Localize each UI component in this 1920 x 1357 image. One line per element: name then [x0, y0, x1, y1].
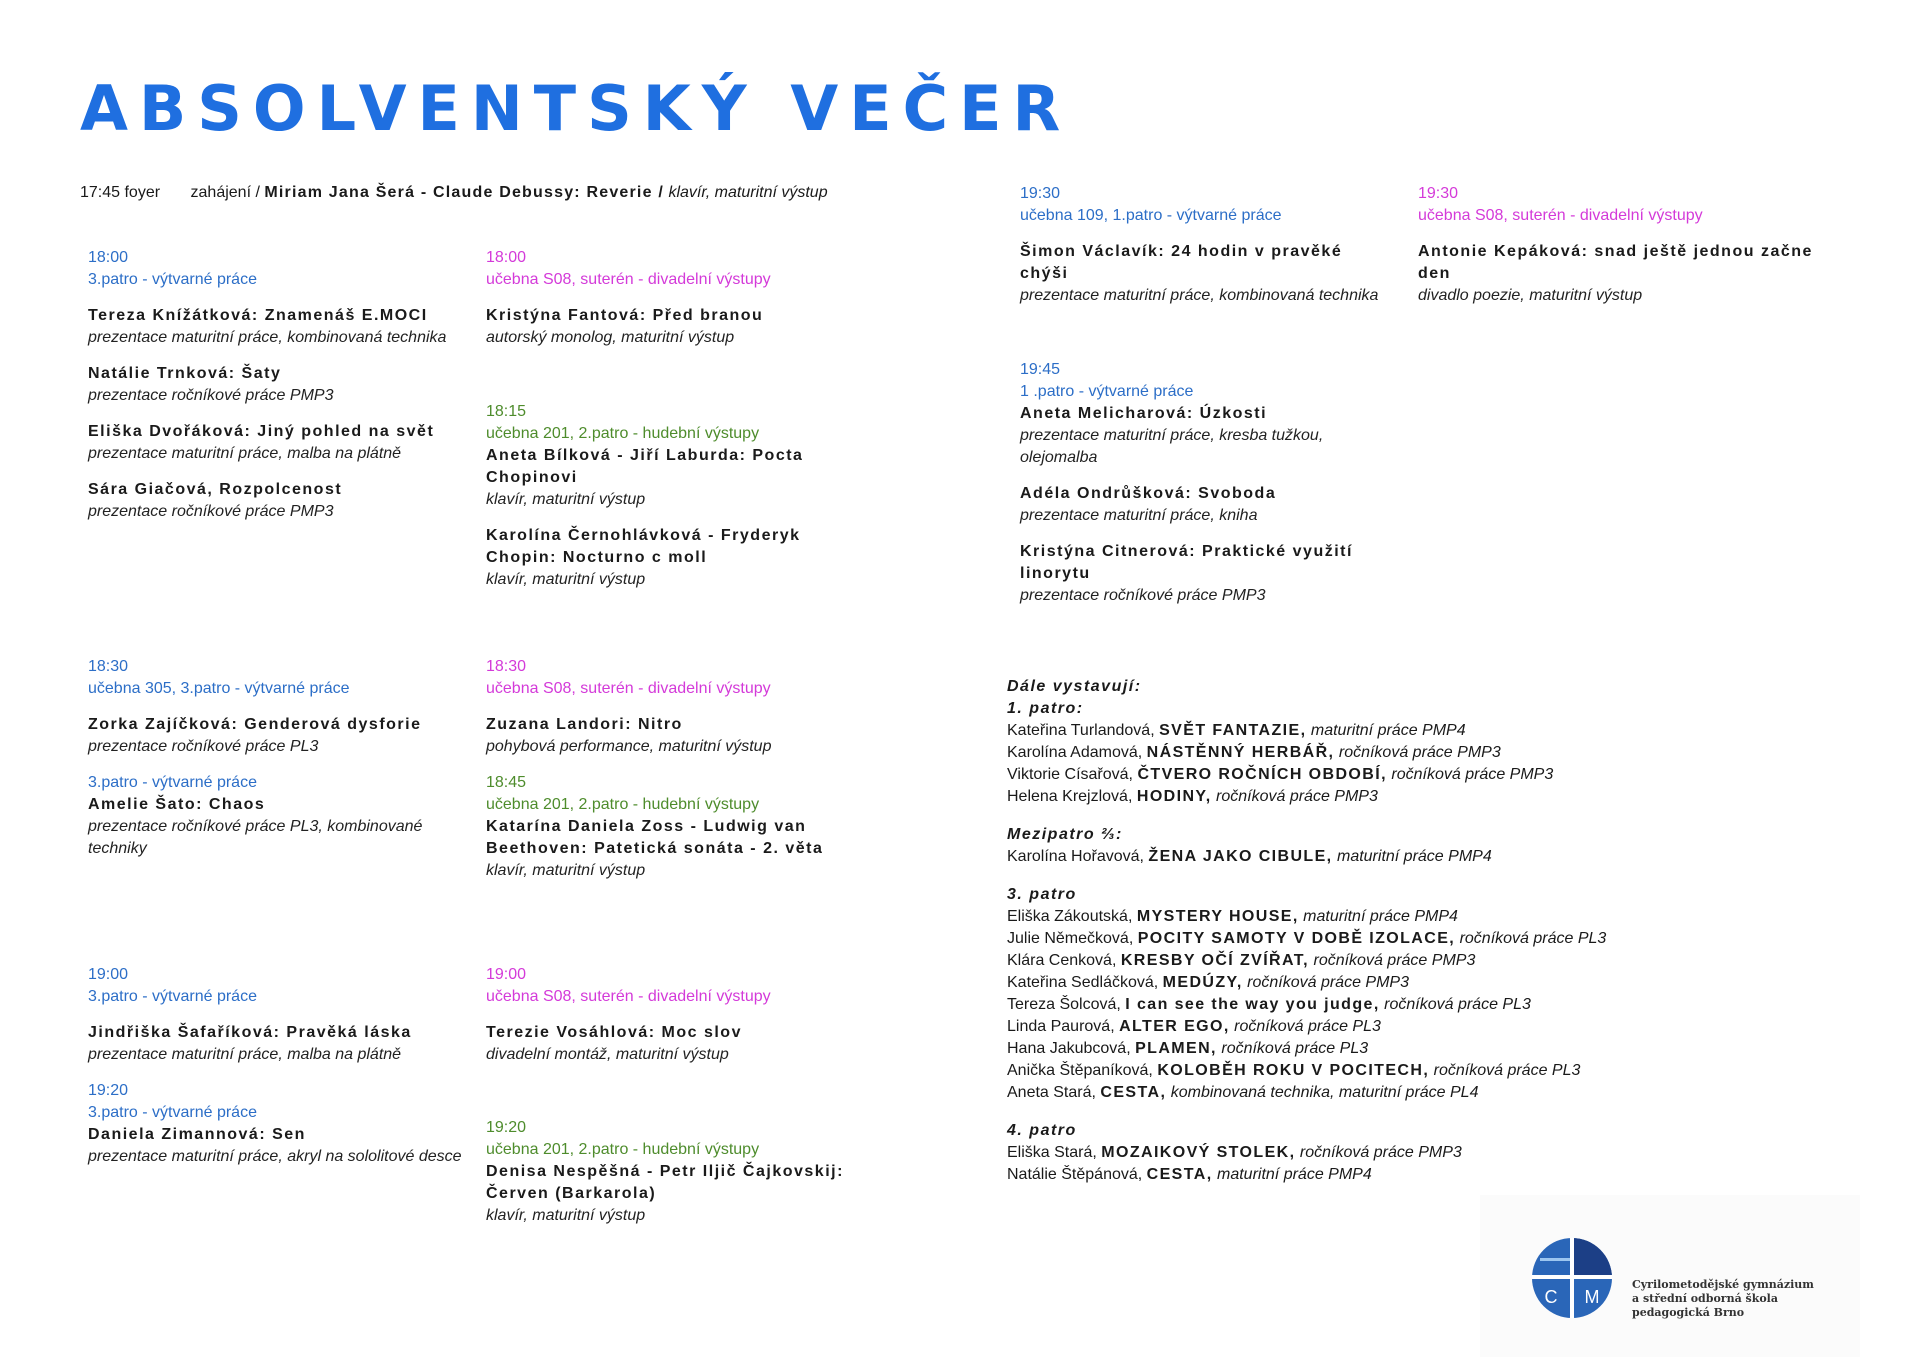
exhibition-item [1007, 742, 1827, 764]
school-name-line: pedagogická Brno [1632, 1306, 1745, 1319]
block-time: 19:45 [1020, 361, 1061, 378]
exhibition-item [1007, 786, 1827, 808]
work-title: NÁSTĚNNÝ HERBÁŘ, [1146, 744, 1335, 761]
schedule-block-1830-art [88, 656, 483, 874]
logo-letter-c: C [1544, 1287, 1558, 1307]
exhibition-item [1007, 972, 1827, 994]
work-type: ročníková práce PL3 [1384, 996, 1531, 1013]
exhibitor-name: Aneta Stará, [1007, 1084, 1096, 1101]
program-entry [88, 794, 483, 860]
entry-name: Denisa Nespěšná - Petr Iljič Čajkovskij: Červen (Barkarola) [486, 1163, 844, 1202]
schedule-block-1815-music [486, 401, 866, 605]
exhibitor-name: Linda Paurová, [1007, 1018, 1115, 1035]
school-name-line: Cyrilometodějské gymnázium [1632, 1278, 1814, 1291]
work-title: CESTA, [1146, 1166, 1213, 1183]
program-entry [486, 1022, 886, 1066]
block-time: 19:20 [486, 1119, 527, 1136]
exhibition-item [1007, 1038, 1827, 1060]
work-type: ročníková práce PMP3 [1299, 1144, 1462, 1161]
work-type: ročníková práce PL3 [1459, 930, 1607, 947]
exhibitor-name: Eliška Stará, [1007, 1144, 1097, 1161]
opening-line [80, 184, 828, 202]
exhibition-item [1007, 846, 1827, 868]
schedule-block-1920-music [486, 1117, 886, 1241]
exhibition-item [1007, 1082, 1827, 1104]
entry-desc: prezentace maturitní práce, kombinovaná technika [1020, 287, 1379, 304]
entry-name: Zorka Zajíčková: Genderová dysforie [88, 716, 422, 733]
entry-name: Terezie Vosáhlová: Moc slov [486, 1024, 742, 1041]
schedule-block-1800-drama [486, 247, 866, 363]
entry-desc: prezentace maturitní práce, akryl na sololitové desce [88, 1148, 462, 1165]
block-time: 18:00 [486, 249, 527, 266]
work-type: ročníková práce PL3 [1221, 1040, 1369, 1057]
block-time: 19:00 [88, 966, 129, 983]
program-entry [88, 1022, 483, 1066]
block-time: 18:30 [88, 658, 129, 675]
program-entry [88, 363, 483, 407]
work-title: KOLOBĚH ROKU V POCITECH, [1157, 1062, 1430, 1079]
work-title: KRESBY OČÍ ZVÍŘAT, [1120, 952, 1310, 969]
program-entry [88, 714, 483, 758]
program-entry [1020, 241, 1380, 307]
schedule-block-1930-drama [1418, 183, 1818, 321]
block-time: 19:20 [88, 1082, 129, 1099]
exhibition-item [1007, 1142, 1827, 1164]
exhibitor-name: Kateřina Sedláčková, [1007, 974, 1159, 991]
entry-desc: divadlo poezie, maturitní výstup [1418, 287, 1643, 304]
entry-desc: prezentace ročníkové práce PMP3 [88, 387, 334, 404]
opening-note: klavír, maturitní výstup [668, 184, 828, 201]
logo-quadrant [1572, 1238, 1612, 1278]
block-room: učebna S08, suterén - divadelní výstupy [486, 271, 771, 288]
floor-heading: 4. patro [1007, 1122, 1077, 1139]
exhibitor-name: Tereza Šolcová, [1007, 996, 1121, 1013]
entry-desc: prezentace maturitní práce, malba na plátně [88, 445, 402, 462]
entry-name: Antonie Kepáková: snad ještě jednou začne den [1418, 243, 1813, 282]
exhibitor-name: Klára Cenková, [1007, 952, 1117, 969]
schedule-block-1800-art [88, 247, 483, 537]
floor-heading: 1. patro: [1007, 700, 1084, 717]
work-title: ALTER EGO, [1119, 1018, 1230, 1035]
work-type: ročníková práce PMP3 [1216, 788, 1378, 805]
entry-name: Kristýna Citnerová: Praktické využití linorytu [1020, 543, 1353, 582]
program-entry [1020, 541, 1400, 607]
entry-desc: prezentace maturitní práce, malba na plátně [88, 1046, 402, 1063]
exhibitor-name: Anička Štěpaníková, [1007, 1062, 1153, 1079]
program-entry [486, 714, 886, 758]
opening-time: 17:45 foyer [80, 184, 161, 201]
exhibitor-name: Natálie Štěpánová, [1007, 1166, 1143, 1183]
work-title: MEDÚZY, [1162, 974, 1243, 991]
exhibition-floor-group [1007, 824, 1827, 868]
work-title: CESTA, [1100, 1084, 1167, 1101]
program-entry [1020, 403, 1400, 469]
schedule-block-1830-drama [486, 656, 886, 896]
work-title: ŽENA JAKO CIBULE, [1148, 848, 1333, 865]
block-room: učebna 201, 2.patro - hudební výstupy [486, 796, 760, 813]
block-room: učebna S08, suterén - divadelní výstupy [486, 680, 771, 697]
exhibition-item [1007, 1164, 1827, 1186]
block-room: 3.patro - výtvarné práce [88, 988, 257, 1005]
page-title: ABSOLVENTSKÝ VEČER [80, 72, 1072, 145]
entry-desc: prezentace ročníkové práce PL3 [88, 738, 319, 755]
exhibitor-name: Helena Krejzlová, [1007, 788, 1133, 805]
exhibition-floor-group [1007, 1120, 1827, 1186]
work-type: ročníková práce PL3 [1234, 1018, 1381, 1035]
work-type: kombinovaná technika, maturitní práce PL4 [1170, 1084, 1479, 1101]
exhibition-floor-group [1007, 698, 1827, 808]
entry-name: Kristýna Fantová: Před branou [486, 307, 764, 324]
exhibition-item [1007, 720, 1827, 742]
opening-lead: zahájení / [190, 184, 260, 201]
work-title: I can see the way you judge, [1125, 996, 1380, 1013]
school-logo-icon [1530, 1236, 1614, 1320]
entry-name: Karolína Černohlávková - Fryderyk Chopin: Nocturno c moll [486, 527, 801, 566]
block-room: učebna 305, 3.patro - výtvarné práce [88, 680, 350, 697]
work-type: ročníková práce PL3 [1433, 1062, 1581, 1079]
exhibition-list [1007, 676, 1827, 1202]
exhibition-item [1007, 764, 1827, 786]
entry-name: Sára Giačová, Rozpolcenost [88, 481, 343, 498]
work-title: MOZAIKOVÝ STOLEK, [1101, 1144, 1296, 1161]
program-entry [486, 445, 866, 511]
block-time: 18:45 [486, 774, 527, 791]
entry-name: Adéla Ondrůšková: Svoboda [1020, 485, 1277, 502]
block-room: 3.patro - výtvarné práce [88, 774, 257, 791]
entry-desc: prezentace maturitní práce, kniha [1020, 507, 1258, 524]
program-entry [1418, 241, 1818, 307]
entry-desc: klavír, maturitní výstup [486, 571, 646, 588]
program-entry [88, 305, 483, 349]
entry-name: Eliška Dvořáková: Jiný pohled na svět [88, 423, 435, 440]
exhibitor-name: Julie Němečková, [1007, 930, 1134, 947]
program-entry [486, 1161, 886, 1227]
program-entry [486, 525, 866, 591]
work-type: maturitní práce PMP4 [1310, 722, 1466, 739]
entry-name: Šimon Václavík: 24 hodin v pravěké chýši [1020, 243, 1343, 282]
entry-name: Aneta Bílková - Jiří Laburda: Pocta Chopinovi [486, 447, 804, 486]
logo-letter-m: M [1584, 1287, 1600, 1307]
exhibitor-name: Viktorie Císařová, [1007, 766, 1133, 783]
entry-desc: klavír, maturitní výstup [486, 862, 646, 879]
entry-name: Katarína Daniela Zoss - Ludwig van Beethoven: Patetická sonáta - 2. věta [486, 818, 824, 857]
entry-name: Aneta Melicharová: Úzkosti [1020, 405, 1268, 422]
floor-heading: Mezipatro ⅔: [1007, 826, 1123, 843]
program-entry [88, 1124, 483, 1168]
logo-bar [1540, 1258, 1570, 1261]
block-room: učebna S08, suterén - divadelní výstupy [1418, 207, 1703, 224]
block-room: 3.patro - výtvarné práce [88, 271, 257, 288]
schedule-block-1900-drama [486, 964, 886, 1080]
work-type: ročníková práce PMP3 [1247, 974, 1409, 991]
entry-desc: prezentace ročníkové práce PMP3 [1020, 587, 1266, 604]
program-entry [486, 816, 886, 882]
work-title: HODINY, [1136, 788, 1212, 805]
work-title: PLAMEN, [1135, 1040, 1217, 1057]
entry-desc: prezentace maturitní práce, kresba tužkou, olejomalba [1020, 427, 1324, 466]
entry-desc: klavír, maturitní výstup [486, 1207, 646, 1224]
block-room: učebna 201, 2.patro - hudební výstupy [486, 425, 760, 442]
schedule-block-1930-art [1020, 183, 1380, 321]
work-type: ročníková práce PMP3 [1338, 744, 1501, 761]
block-time: 18:15 [486, 403, 527, 420]
exhibition-item [1007, 1016, 1827, 1038]
exhibition-item [1007, 950, 1827, 972]
block-time: 19:30 [1418, 185, 1459, 202]
block-time: 18:30 [486, 658, 527, 675]
school-name-line: a střední odborná škola [1632, 1292, 1778, 1305]
work-type: maturitní práce PMP4 [1336, 848, 1492, 865]
entry-desc: prezentace ročníkové práce PL3, kombinované techniky [88, 818, 423, 857]
entry-desc: pohybová performance, maturitní výstup [486, 738, 772, 755]
program-entry [486, 305, 866, 349]
exhibition-item [1007, 1060, 1827, 1082]
entry-name: Jindřiška Šafaříková: Pravěká láska [88, 1024, 412, 1041]
block-room: 1 .patro - výtvarné práce [1020, 383, 1194, 400]
entry-name: Daniela Zimannová: Sen [88, 1126, 306, 1143]
work-type: maturitní práce PMP4 [1303, 908, 1458, 925]
work-title: MYSTERY HOUSE, [1136, 908, 1299, 925]
program-entry [88, 421, 483, 465]
exhibition-heading: Dále vystavují: [1007, 678, 1142, 695]
work-title: ČTVERO ROČNÍCH OBDOBÍ, [1137, 766, 1387, 783]
block-room: učebna 201, 2.patro - hudební výstupy [486, 1141, 760, 1158]
entry-desc: autorský monolog, maturitní výstup [486, 329, 735, 346]
entry-desc: klavír, maturitní výstup [486, 491, 646, 508]
work-type: ročníková práce PMP3 [1391, 766, 1554, 783]
exhibitor-name: Eliška Zákoutská, [1007, 908, 1133, 925]
entry-name: Natálie Trnková: Šaty [88, 365, 282, 382]
entry-desc: divadelní montáž, maturitní výstup [486, 1046, 729, 1063]
floor-heading: 3. patro [1007, 886, 1077, 903]
work-type: ročníková práce PMP3 [1313, 952, 1476, 969]
school-name [1632, 1278, 1814, 1320]
exhibitor-name: Hana Jakubcová, [1007, 1040, 1131, 1057]
entry-name: Zuzana Landori: Nitro [486, 716, 683, 733]
program-entry [88, 479, 483, 523]
entry-name: Tereza Knížátková: Znamenáš E.MOCI [88, 307, 428, 324]
logo-cross-vertical [1570, 1238, 1574, 1318]
exhibitor-name: Karolína Adamová, [1007, 744, 1143, 761]
block-room: učebna 109, 1.patro - výtvarné práce [1020, 207, 1282, 224]
schedule-block-1945-art [1020, 359, 1400, 621]
block-room: 3.patro - výtvarné práce [88, 1104, 257, 1121]
exhibition-item [1007, 906, 1827, 928]
exhibitor-name: Karolína Hořavová, [1007, 848, 1144, 865]
exhibition-floor-group [1007, 884, 1827, 1104]
work-title: POCITY SAMOTY V DOBĚ IZOLACE, [1137, 930, 1456, 947]
block-time: 19:00 [486, 966, 527, 983]
entry-desc: prezentace maturitní práce, kombinovaná technika [88, 329, 447, 346]
exhibition-item [1007, 994, 1827, 1016]
exhibition-item [1007, 928, 1827, 950]
entry-desc: prezentace ročníkové práce PMP3 [88, 503, 334, 520]
work-type: maturitní práce PMP4 [1217, 1166, 1372, 1183]
program-entry [1020, 483, 1400, 527]
exhibitor-name: Kateřina Turlandová, [1007, 722, 1155, 739]
block-room: učebna S08, suterén - divadelní výstupy [486, 988, 771, 1005]
opening-performance: Miriam Jana Šerá - Claude Debussy: Reverie / [264, 184, 664, 201]
work-title: SVĚT FANTAZIE, [1159, 722, 1307, 739]
entry-name: Amelie Šato: Chaos [88, 796, 266, 813]
block-time: 18:00 [88, 249, 129, 266]
block-time: 19:30 [1020, 185, 1061, 202]
schedule-block-1900-art [88, 964, 483, 1182]
